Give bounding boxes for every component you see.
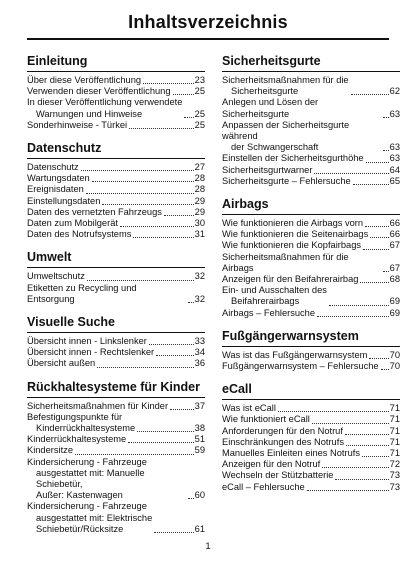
toc-entry-title [27,457,186,502]
toc-entry-title [222,470,333,481]
toc-entry-page: 25 [194,119,205,130]
toc-entry-page: 28 [194,184,205,195]
toc-entry-title [222,350,367,361]
toc-entry-title [222,361,379,372]
toc-entry[interactable] [222,403,400,414]
toc-entry-line: Beifahrerairbags [231,296,300,307]
toc-entry-line: Übersicht innen - Linkslenker [27,336,147,347]
toc-entry-title [222,437,344,448]
toc-entry-page: 71 [389,425,400,436]
toc-entry[interactable] [222,120,400,154]
toc-entry-title [27,75,141,86]
section-heading: Visuelle Suche [27,315,205,333]
toc-entry[interactable] [27,97,205,119]
toc-entry[interactable] [27,501,205,535]
toc-entry-page: 33 [194,336,205,347]
toc-entry-page: 70 [389,361,400,372]
dot-leader [353,184,389,185]
toc-entry-title [27,97,182,119]
toc-column-left [27,54,205,545]
toc-entry-title [222,482,305,493]
toc-entry[interactable] [27,358,205,369]
toc-entry-line: ausgestattet mit: Elektrische [36,512,153,523]
toc-section [222,54,400,187]
dot-leader [102,204,193,205]
dot-leader [173,94,194,95]
toc-entry-title [27,229,131,240]
dot-leader [363,249,389,250]
toc-entry-line: Etiketten zu Recycling und Entsorgung [27,282,137,304]
toc-entry-title [27,184,84,195]
toc-entry-line: Anpassen der Sicherheitsgurte während [222,119,350,142]
toc-entry-line: Ereignisdaten [27,184,84,195]
toc-entry-line: Anzeigen für den Beifahrerairbag [222,274,359,285]
toc-entry-line: Was ist das Fußgängerwarnsystem [222,349,368,360]
toc-entry-title [222,120,381,154]
dot-leader [312,423,389,424]
page-number: 1 [205,541,211,552]
toc-entry[interactable] [222,240,400,251]
dot-leader [156,355,194,356]
toc-entry-title [222,285,327,307]
toc-entry-line: eCall – Fehlersuche [222,481,305,492]
toc-entry[interactable] [27,336,205,347]
toc-section [222,329,400,372]
toc-entry-line: Außer: Kastenwagen [36,490,123,501]
toc-entry-page: 29 [194,206,205,217]
dot-leader [184,117,193,118]
dot-leader [75,454,194,455]
toc-entry-line: Sicherheitsmaßnahmen für die [222,75,349,85]
dot-leader [97,367,193,368]
dot-leader [335,479,388,480]
toc-entry-line: Wie funktioniert eCall [222,414,310,425]
toc-entry-page: 23 [194,75,205,85]
section-heading: eCall [222,382,400,400]
toc-entry[interactable] [222,274,400,285]
toc-entry-line: Daten des vernetzten Fahrzeugs [27,206,162,217]
toc-entry-title [222,426,343,437]
toc-entry-title [27,336,147,347]
section-heading: Umwelt [27,250,205,268]
toc-entry-page: 51 [194,434,205,445]
toc-entry-line: In dieser Veröffentlichung verwendete [27,97,183,108]
toc-entry-line: Einstellungsdaten [27,195,101,206]
dot-leader [314,173,388,174]
dot-leader [383,271,389,272]
toc-entry-line: Was ist eCall [222,403,276,414]
toc-entry-page: 66 [389,229,400,240]
toc-section [27,315,205,370]
toc-entry-page: 71 [389,403,400,414]
toc-entry[interactable] [222,361,400,372]
section-heading: Airbags [222,197,400,215]
toc-entry-title [27,358,95,369]
toc-entry-line: Übersicht außen [27,358,96,369]
dot-leader [307,490,389,491]
toc-entry-page: 25 [194,108,205,119]
toc-entry[interactable] [222,350,400,361]
toc-entry[interactable] [27,457,205,502]
toc-entry-line: Umweltschutz [27,271,85,282]
toc-entry-page: 36 [194,358,205,369]
toc-entry-page: 29 [194,195,205,206]
toc-entry-page: 73 [389,470,400,481]
toc-entry-title [27,283,186,305]
toc-entry-page: 67 [389,240,400,251]
toc-entry-title [27,412,135,434]
dot-leader [317,316,389,317]
dot-leader [370,237,388,238]
toc-entry-line: Airbags – Fehlersuche [222,307,316,318]
toc-entry-page: 30 [194,218,205,229]
dot-leader [81,170,194,171]
toc-entry-title [222,414,310,425]
toc-entry[interactable] [27,283,205,305]
dot-leader [345,434,389,435]
toc-entry-page: 65 [389,175,400,186]
toc-entry-title [27,196,100,207]
toc-entry-page: 63 [389,142,400,153]
toc-entry-title [222,176,351,187]
toc-entry-line: Manuelles Einleiten eines Notrufs [222,448,360,459]
toc-entry-page: 67 [389,262,400,273]
toc-entry-page: 27 [194,162,205,173]
toc-entry[interactable] [222,218,400,229]
dot-leader [87,280,194,281]
toc-entry-page: 28 [194,173,205,184]
toc-entry-title [222,403,276,414]
dot-leader [322,467,388,468]
dot-leader [128,442,193,443]
toc-entry[interactable] [27,229,205,240]
dot-leader [154,532,193,533]
toc-entry-page: 71 [389,436,400,447]
dot-leader [188,498,194,499]
dot-leader [365,226,389,227]
toc-entry[interactable] [222,75,400,97]
toc-entry-line: der Schwangerschaft [231,142,319,153]
toc-entry[interactable] [27,218,205,229]
toc-entry[interactable] [222,97,400,119]
toc-entry[interactable] [222,229,400,240]
toc-entry[interactable] [222,459,400,470]
toc-entry-page: 60 [194,490,205,501]
toc-entry-line: Kinderrückhaltesysteme [36,423,136,434]
toc-entry-line: Daten zum Mobilgerät [27,218,118,229]
section-heading: Rückhaltesysteme für Kinder [27,380,205,398]
dot-leader [164,215,194,216]
toc-section [27,141,205,240]
dot-leader [129,128,194,129]
dot-leader [86,193,194,194]
toc-entry-page: 31 [194,229,205,240]
toc-entry-title [222,229,368,240]
toc-entry-title [222,308,315,319]
toc-section [222,382,400,493]
dot-leader [369,358,388,359]
toc-entry-page: 69 [389,296,400,307]
toc-entry-page: 70 [389,349,400,360]
toc-entry-page: 32 [194,271,205,282]
toc-entry-line: Befestigungspunkte für [27,411,123,422]
toc-entry-line: Sicherheitsgurte – Fehlersuche [222,175,351,186]
toc-entry-line: Wechseln der Stützbatterie [222,470,334,481]
toc-entry-line: Sicherheitsgurte [231,86,299,97]
toc-entry[interactable] [27,196,205,207]
toc-entry[interactable] [27,445,205,456]
toc-entry-page: 72 [389,459,400,470]
dot-leader [351,94,389,95]
toc-entry-title [27,347,154,358]
toc-entry-title [222,165,312,176]
toc-entry-line: Sicherheitsgurtwarner [222,164,313,175]
toc-entry-title [222,240,361,251]
toc-column-right [222,54,400,503]
dot-leader [278,411,389,412]
toc-entry-line: ausgestattet mit: Manuelle Schiebetür, [36,467,145,490]
toc-entry-page: 37 [194,400,205,411]
toc-entry[interactable] [222,252,400,274]
toc-entry-line: Warnungen und Hinweise [36,108,143,119]
toc-entry[interactable] [222,414,400,425]
toc-entry-line: Kindersitze [27,445,73,456]
toc-entry[interactable] [222,470,400,481]
toc-section [27,380,205,535]
toc-entry-page: 71 [389,448,400,459]
dot-leader [362,456,389,457]
toc-entry[interactable] [222,482,400,493]
toc-entry-page: 63 [389,108,400,119]
toc-entry-line: Sonderhinweise - Türkei [27,119,128,130]
toc-entry-page: 59 [194,445,205,456]
dot-leader [92,181,194,182]
dot-leader [188,302,194,303]
toc-entry-page: 62 [389,86,400,97]
dot-leader [383,117,389,118]
toc-entry-title [27,207,162,218]
toc-entry-title [27,271,85,282]
dot-leader [133,237,193,238]
toc-section [27,250,205,305]
toc-entry-page: 73 [389,481,400,492]
toc-entry[interactable] [27,120,205,131]
toc-entry-line: Fußgängerwarnsystem – Fehlersuche [222,361,379,372]
toc-entry-title [27,218,118,229]
toc-entry[interactable] [27,434,205,445]
toc-entry-title [27,120,127,131]
toc-entry-line: Wie funktionieren die Kopfairbags [222,240,362,251]
toc-entry-title [27,173,90,184]
toc-entry[interactable] [27,207,205,218]
dot-leader [381,369,389,370]
toc-entry-title [222,218,363,229]
toc-entry-page: 63 [389,153,400,164]
dot-leader [366,162,389,163]
dot-leader [149,344,194,345]
toc-entry-line: Sicherheitsmaßnahmen für die Airbags [222,251,349,273]
dot-leader [360,282,388,283]
toc-entry-page: 34 [194,347,205,358]
toc-entry-page: 71 [389,414,400,425]
toc-entry[interactable] [27,271,205,282]
toc-entry[interactable] [27,173,205,184]
toc-entry-line: Einstellen der Sicherheitsgurthöhe [222,153,364,164]
toc-entry[interactable] [27,86,205,97]
toc-entry-line: Schiebetür/Rücksitze [36,523,124,534]
toc-entry-page: 38 [194,423,205,434]
toc-entry-page: 25 [194,86,205,97]
toc-entry[interactable] [27,401,205,412]
toc-entry-title [222,274,358,285]
toc-entry-line: Wartungsdaten [27,173,90,184]
toc-entry-page: 61 [194,523,205,534]
toc-entry-title [222,448,360,459]
toc-entry-line: Daten des Notrufsystems [27,229,132,240]
toc-entry-line: Anforderungen für den Notruf [222,425,343,436]
toc-entry[interactable] [222,165,400,176]
toc-entry-title [27,434,126,445]
dot-leader [383,150,389,151]
toc-entry-title [222,459,320,470]
toc-entry[interactable] [27,184,205,195]
toc-section [27,54,205,131]
toc-section [222,197,400,319]
toc-entry[interactable] [222,448,400,459]
toc-entry-title [27,501,152,535]
section-heading: Fußgängerwarnsystem [222,329,400,347]
toc-entry-line: Kindersicherung - Fahrzeuge [27,456,147,467]
toc-entry-line: Kinderrückhaltesysteme [27,434,127,445]
dot-leader [329,305,389,306]
toc-entry-page: 69 [389,307,400,318]
section-heading: Einleitung [27,54,205,72]
toc-entry[interactable] [27,162,205,173]
toc-entry[interactable] [222,176,400,187]
toc-entry-title [27,162,79,173]
toc-entry-title [222,252,381,274]
toc-entry[interactable] [27,347,205,358]
toc-entry-line: Wie funktionieren die Seitenairbags [222,229,369,240]
toc-entry-line: Kindersicherung - Fahrzeuge [27,501,147,512]
toc-entry[interactable] [222,426,400,437]
toc-entry[interactable] [222,308,400,319]
toc-entry-page: 32 [194,293,205,304]
toc-entry-page: 66 [389,218,400,229]
toc-entry[interactable] [222,153,400,164]
toc-entry-line: Wie funktionieren die Airbags vorn [222,218,364,229]
toc-entry-title [222,97,381,119]
toc-entry-line: Über diese Veröffentlichung [27,75,142,85]
toc-entry-title [27,401,168,412]
dot-leader [120,226,194,227]
toc-entry-title [27,86,171,97]
toc-entry-line: Datenschutz [27,162,79,173]
toc-entry-line: Sicherheitsmaßnahmen für Kinder [27,400,169,411]
toc-entry-line: Einschränkungen des Notrufs [222,436,344,447]
toc-entry[interactable] [222,437,400,448]
toc-entry-title [222,153,364,164]
toc-entry-title [222,75,349,97]
page-title: Inhaltsverzeichnis [128,12,288,32]
section-heading: Sicherheitsgurte [222,54,400,72]
toc-entry-line: Ein- und Ausschalten des [222,285,327,296]
toc-entry-line: Übersicht innen - Rechtslenker [27,347,155,358]
dot-leader [137,431,193,432]
toc-entry-page: 64 [389,164,400,175]
dot-leader [143,83,194,84]
title-divider [27,38,389,40]
toc-entry[interactable] [27,75,205,86]
toc-entry-line: Anzeigen für den Notruf [222,459,321,470]
toc-entry-line: Verwenden dieser Veröffentlichung [27,86,171,97]
toc-entry-line: Anlegen und Lösen der Sicherheitsgurte [222,97,319,119]
toc-entry[interactable] [27,412,205,434]
toc-entry-title [27,445,73,456]
section-heading: Datenschutz [27,141,205,159]
dot-leader [346,445,389,446]
dot-leader [170,409,194,410]
toc-entry-page: 68 [389,274,400,285]
toc-entry[interactable] [222,285,400,307]
